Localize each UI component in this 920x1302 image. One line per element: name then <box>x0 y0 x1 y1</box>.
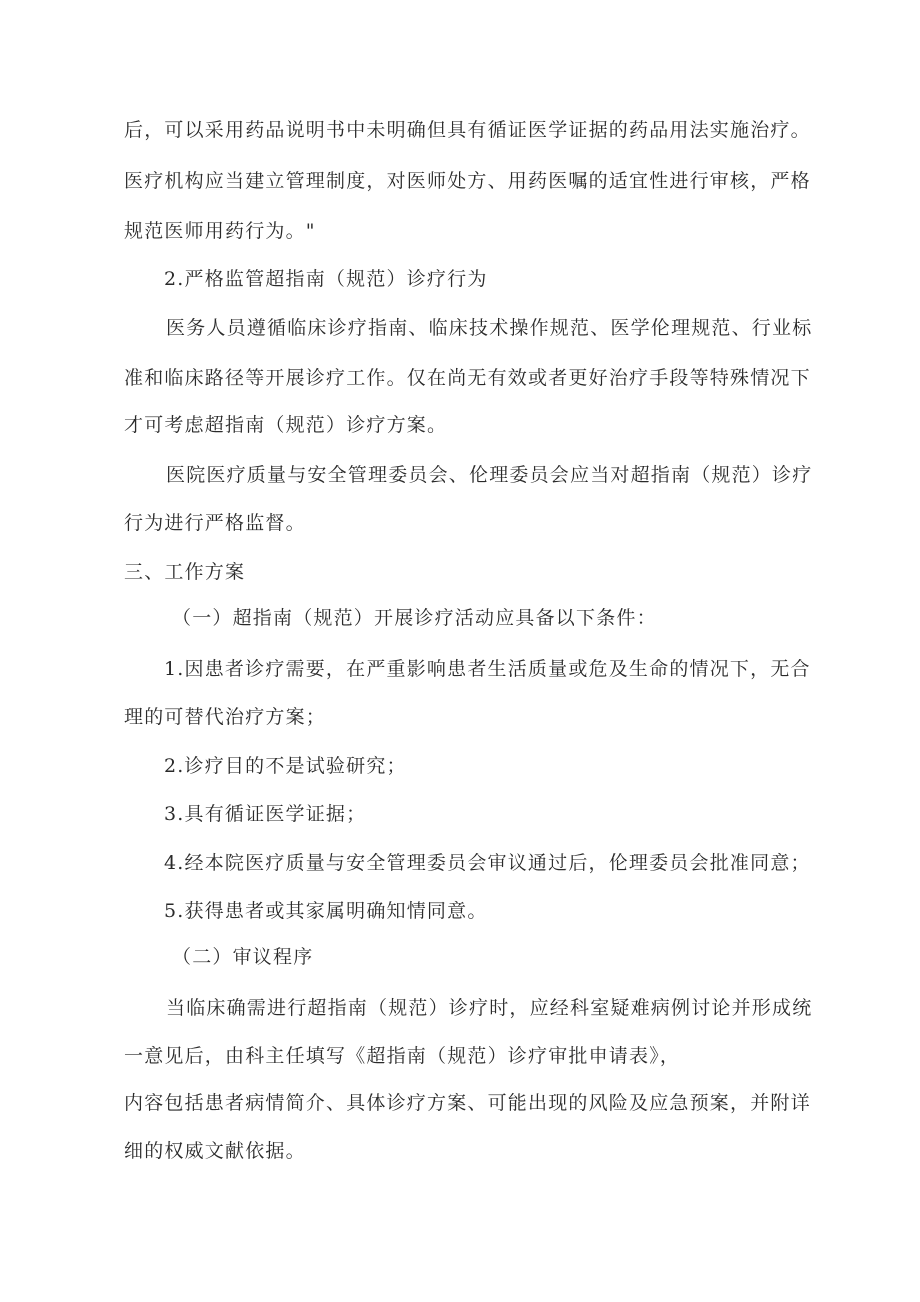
list-item: 1.因患者诊疗需要，在严重影响患者生活质量或危及生命的情况下，无合 <box>164 658 811 680</box>
section-title: 三、工作方案 <box>124 561 246 583</box>
list-item: 5.获得患者或其家属明确知情同意。 <box>164 900 488 922</box>
paragraph-line: 后，可以采用药品说明书中未明确但具有循证医学证据的药品用法实施治疗。 <box>124 119 811 141</box>
paragraph-line: 医疗机构应当建立管理制度，对医师处方、用药医嘱的适宜性进行审核，严格 <box>124 170 811 192</box>
paragraph-line: 医务人员遵循临床诊疗指南、临床技术操作规范、医学伦理规范、行业标 <box>166 317 813 339</box>
list-item: 2.诊疗目的不是试验研究； <box>164 755 407 777</box>
paragraph-line: 行为进行严格监督。 <box>124 512 306 534</box>
paragraph-line: 细的权威文献依据。 <box>124 1140 306 1162</box>
paragraph-line: 一意见后，由科主任填写《超指南（规范）诊疗审批申请表》， <box>124 1045 681 1067</box>
paragraph-line: 当临床确需进行超指南（规范）诊疗时，应经科室疑难病例讨论并形成统 <box>166 997 813 1019</box>
paragraph-line: 准和临床路径等开展诊疗工作。仅在尚无有效或者更好治疗手段等特殊情况下 <box>124 367 811 389</box>
subsection-title: （二）审议程序 <box>172 946 314 968</box>
paragraph-line: 内容包括患者病情简介、具体诊疗方案、可能出现的风险及应急预案，并附详 <box>124 1092 811 1114</box>
list-item: 4.经本院医疗质量与安全管理委员会审议通过后，伦理委员会批准同意； <box>164 852 811 874</box>
list-item-continuation: 理的可替代治疗方案； <box>124 706 327 728</box>
paragraph-line: 规范医师用药行为。" <box>124 220 316 242</box>
paragraph-line: 医院医疗质量与安全管理委员会、伦理委员会应当对超指南（规范）诊疗 <box>166 464 813 486</box>
subsection-title: （一）超指南（规范）开展诊疗活动应具备以下条件： <box>172 607 657 629</box>
section-heading: 2.严格监管超指南（规范）诊疗行为 <box>164 268 488 290</box>
paragraph-line: 才可考虑超指南（规范）诊疗方案。 <box>124 414 448 436</box>
list-item: 3.具有循证医学证据； <box>164 803 367 825</box>
